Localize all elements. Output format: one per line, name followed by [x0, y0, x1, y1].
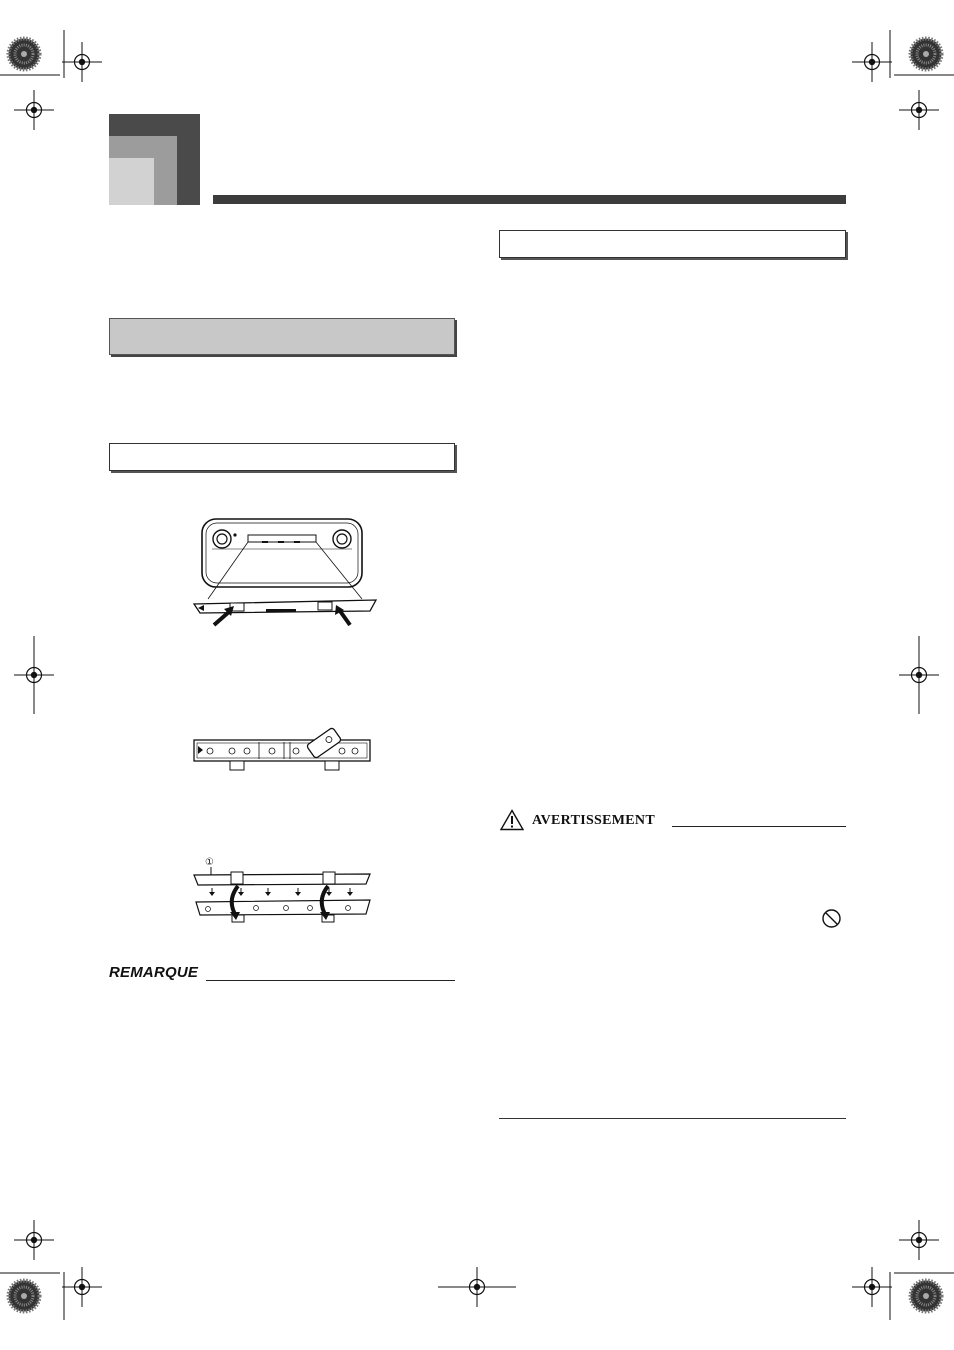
- registration-mark-icon: [62, 1267, 102, 1307]
- color-wheel-icon: [9, 39, 40, 70]
- registration-mark-icon: [899, 90, 939, 130]
- color-wheel-icon: [911, 39, 942, 70]
- registration-mark-icon: [852, 42, 892, 82]
- color-wheel-icon: [9, 1281, 40, 1312]
- warning-triangle-icon: [500, 809, 524, 831]
- warning-heading: AVERTISSEMENT: [532, 813, 655, 828]
- warning-end-rule: [499, 1118, 846, 1119]
- chapter-header-rule: [213, 195, 846, 204]
- figure-callout-1: ①: [205, 857, 214, 868]
- registration-mark-icon: [14, 90, 54, 130]
- figure-battery-insertion: [192, 725, 382, 775]
- note-heading-rule: [206, 980, 455, 981]
- prohibited-icon: [821, 908, 842, 929]
- chapter-header-block-light: [109, 158, 154, 205]
- section-heading-box: [109, 318, 455, 355]
- registration-mark-icon: [899, 1220, 939, 1260]
- figure-keyboard-underside: [190, 515, 380, 630]
- registration-mark-icon: [62, 42, 102, 82]
- subsection-heading-box-right: [499, 230, 846, 258]
- figure-cover-refit: [190, 852, 390, 927]
- color-wheel-icon: [911, 1281, 942, 1312]
- registration-mark-icon: [14, 1220, 54, 1260]
- subsection-heading-box: [109, 443, 455, 471]
- note-heading: REMARQUE: [109, 964, 199, 981]
- registration-mark-icon: [852, 1267, 892, 1307]
- warning-heading-rule: [672, 826, 846, 827]
